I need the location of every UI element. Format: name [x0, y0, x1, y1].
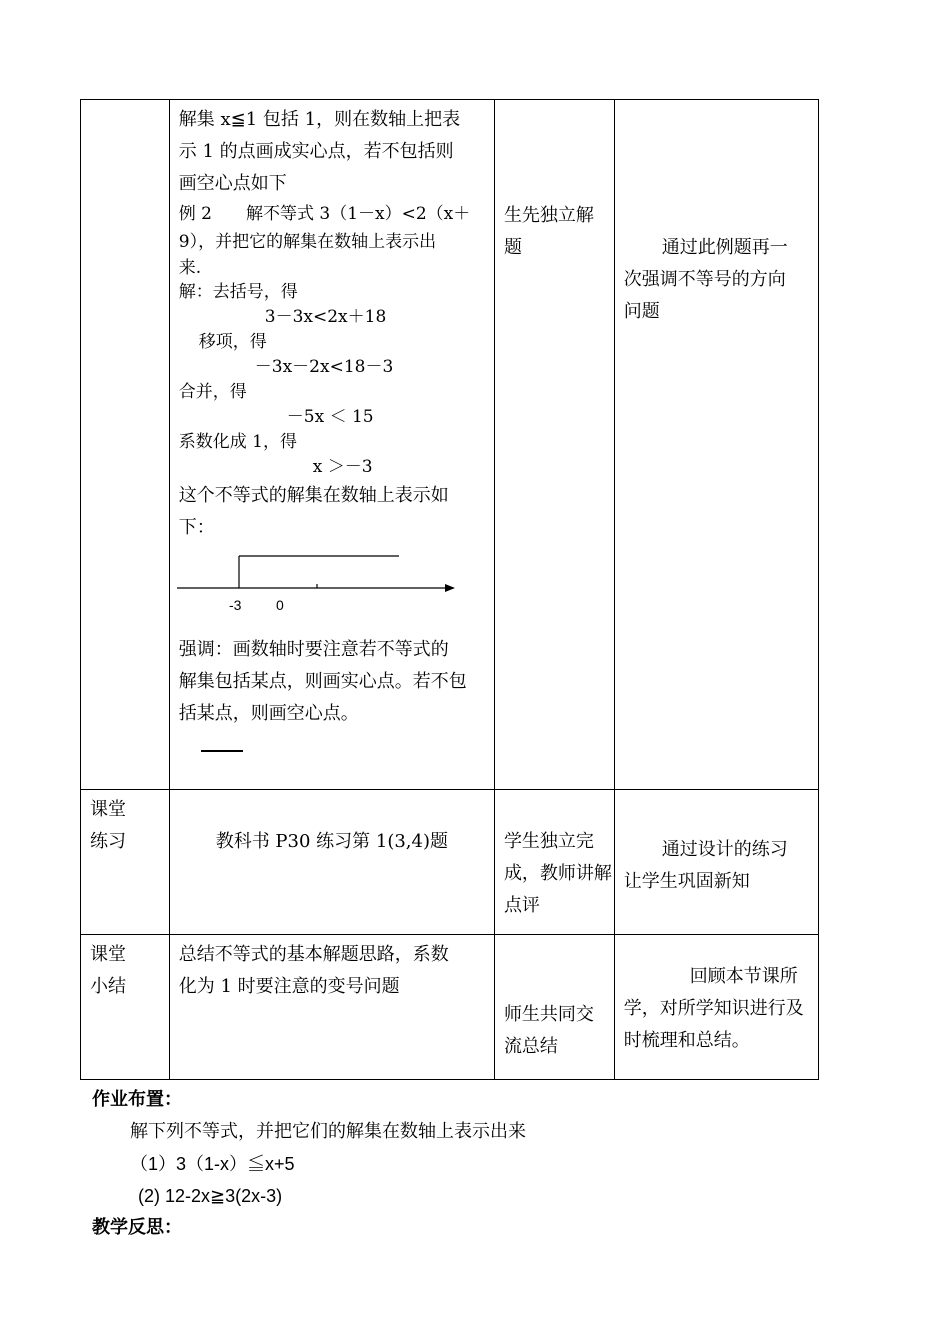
axis-label-0: 0 [275, 597, 284, 613]
homework-heading: 作业布置： [92, 1089, 182, 1110]
example-line-3: 来. [178, 258, 202, 278]
summary-activity-cell [494, 935, 614, 1080]
number-line-diagram [177, 550, 467, 616]
example-line-1: 例 2 解不等式 3（1－x）<2（x＋ [178, 204, 471, 224]
summary-content-line-1: 总结不等式的基本解题思路，系数 [178, 944, 449, 965]
row1-stage-cell [81, 100, 170, 790]
summary-activity-line-1: 师生共同交 [503, 1004, 594, 1025]
practice-stage-line-2: 练习 [90, 831, 126, 852]
merge-label: 合并，得 [178, 382, 247, 402]
practice-activity-line-3: 点评 [503, 895, 540, 916]
emphasis-line-1: 强调：画数轴时要注意若不等式的 [178, 639, 449, 660]
row1-intent-cell [614, 100, 818, 790]
practice-activity-line-2: 成，教师讲解 [503, 863, 612, 884]
practice-content: 教科书 P30 练习第 1(3,4)题 [215, 831, 449, 852]
step-4: x ＞－3 [312, 457, 373, 477]
numline-intro-2: 下： [178, 517, 215, 538]
move-label: 移项，得 [198, 332, 267, 352]
row1-activity-line-1: 生先独立解 [503, 205, 594, 226]
summary-intent-line-2: 学，对所学知识进行及 [623, 998, 804, 1019]
example-row [81, 100, 819, 790]
solve-label: 解：去括号，得 [178, 282, 298, 302]
row1-intent-line-1: 通过此例题再一 [661, 237, 788, 258]
example-line-2: 9），并把它的解集在数轴上表示出 [178, 232, 437, 252]
practice-activity-cell [494, 790, 614, 935]
step-3: －5x ＜ 15 [286, 407, 374, 427]
summary-intent-line-1: 回顾本节课所 [689, 966, 798, 987]
axis-label-minus-3: -3 [228, 597, 242, 613]
short-rule [201, 750, 243, 752]
summary-activity-line-2: 流总结 [503, 1036, 558, 1057]
emphasis-line-3: 括某点，则画空心点。 [178, 703, 359, 724]
summary-content-line-2: 化为 1 时要注意的变号问题 [178, 976, 400, 997]
summary-content-cell [169, 935, 494, 1080]
intro-line-3: 画空心点如下 [178, 173, 287, 194]
numline-intro-1: 这个不等式的解集在数轴上表示如 [178, 485, 449, 506]
summary-row [81, 935, 819, 1080]
practice-stage-line-1: 课堂 [90, 799, 126, 820]
summary-stage-cell [81, 935, 170, 1080]
summary-stage-line-1: 课堂 [90, 944, 126, 965]
row1-activity-cell [494, 100, 614, 790]
summary-intent-line-3: 时梳理和总结。 [623, 1030, 750, 1051]
practice-activity-line-1: 学生独立完 [503, 831, 594, 852]
homework-instruction: 解下列不等式，并把它们的解集在数轴上表示出来 [130, 1121, 526, 1142]
lesson-plan-table [80, 99, 819, 1080]
homework-item-2: (2) 12-2x≧3(2x-3) [138, 1186, 283, 1206]
coef-label: 系数化成 1，得 [178, 432, 298, 452]
after-table-section [92, 1084, 526, 1244]
row1-content-cell [169, 100, 494, 790]
intro-line-1: 解集 x≦1 包括 1，则在数轴上把表 [178, 109, 461, 130]
row1-activity-line-2: 题 [503, 237, 522, 258]
row1-intent-line-3: 问题 [623, 301, 660, 322]
step-2: －3x－2x<18－3 [254, 357, 394, 377]
practice-row [81, 790, 819, 935]
homework-item-1: （1）3（1-x）≦x+5 [130, 1154, 295, 1174]
practice-stage-cell [81, 790, 170, 935]
practice-intent-line-2: 让学生巩固新知 [623, 871, 750, 892]
summary-intent-cell [614, 935, 818, 1080]
emphasis-line-2: 解集包括某点，则画实心点。若不包 [178, 671, 467, 692]
reflection-heading: 教学反思： [92, 1217, 182, 1238]
practice-intent-line-1: 通过设计的练习 [661, 839, 788, 860]
practice-intent-cell [614, 790, 818, 935]
summary-stage-line-2: 小结 [90, 976, 126, 997]
practice-content-cell [169, 790, 494, 935]
intro-line-2: 示 1 的点画成实心点，若不包括则 [178, 141, 454, 162]
step-1: 3－3x<2x＋18 [264, 307, 387, 327]
row1-intent-line-2: 次强调不等号的方向 [623, 269, 786, 290]
axis-arrowhead [445, 584, 455, 592]
